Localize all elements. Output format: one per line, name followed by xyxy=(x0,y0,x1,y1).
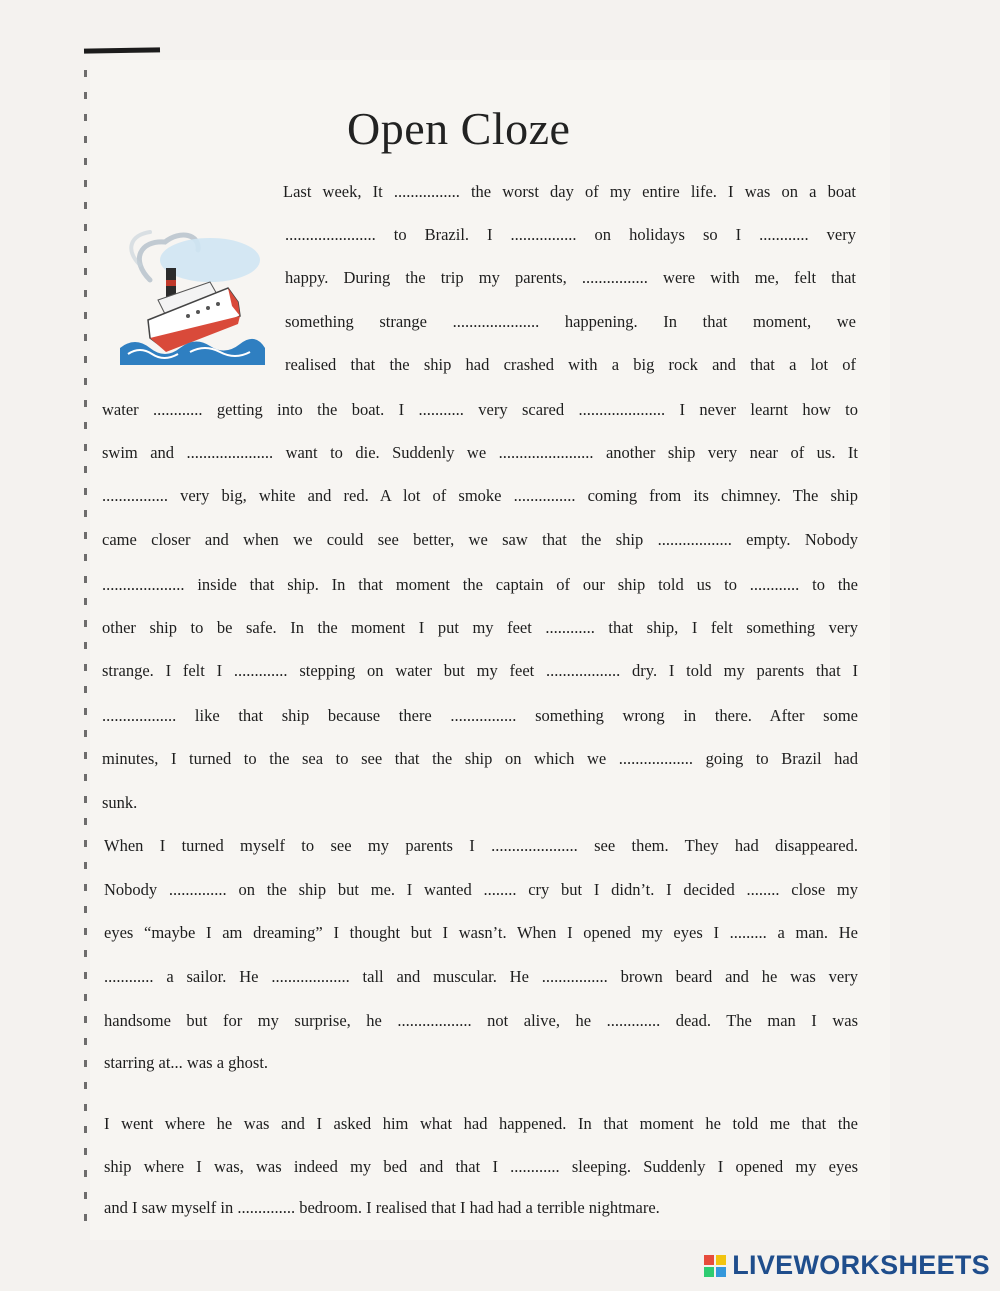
text-line-22: I went where he was and I asked him what had happened. In that moment he told me that the xyxy=(104,1114,858,1133)
text-line-4: something strange ..................... happening. In that moment, we xyxy=(285,312,856,331)
text-line-7: swim and ..................... want to die. Suddenly we ....................... another ship very near of us. It xyxy=(102,443,858,462)
text-line-8: ................ very big, white and red. A lot of smoke ............... coming from its chimney. The ship xyxy=(102,486,858,505)
text-line-2: ...................... to Brazil. I ................ on holidays so I ............ very xyxy=(285,225,856,244)
text-line-14: minutes, I turned to the sea to see that the ship on which we .................. going to Brazil had xyxy=(102,749,858,768)
scan-edge xyxy=(84,47,160,53)
text-line-19: ............ a sailor. He ................... tall and muscular. He ................ brown beard and he was very xyxy=(104,967,858,986)
text-line-1: Last week, It ................ the worst day of my entire life. I was on a boat xyxy=(283,182,856,201)
margin-dashes xyxy=(84,70,87,1230)
text-line-10: .................... inside that ship. In that moment the captain of our ship told us to ............ to the xyxy=(102,575,858,594)
text-line-21: starring at... was a ghost. xyxy=(104,1053,269,1072)
text-line-5: realised that the ship had crashed with a big rock and that a lot of xyxy=(285,355,856,374)
text-line-20: handsome but for my surprise, he .................. not alive, he ............. dead. The man I was xyxy=(104,1011,858,1030)
text-line-3: happy. During the trip my parents, ................ were with me, felt that xyxy=(285,268,856,287)
text-line-18: eyes “maybe I am dreaming” I thought but I wasn’t. When I opened my eyes I ......... a man. He xyxy=(104,923,858,942)
page-title: Open Cloze xyxy=(347,103,571,154)
text-line-9: came closer and when we could see better, we saw that the ship .................. empty. Nobody xyxy=(102,530,858,549)
text-line-15: sunk. xyxy=(102,793,138,812)
text-line-23: ship where I was, was indeed my bed and that I ............ sleeping. Suddenly I opened my eyes xyxy=(104,1157,858,1176)
ship-illustration-icon xyxy=(110,220,270,380)
text-line-6: water ............ getting into the boat. I ........... very scared ..................... I never learnt how to xyxy=(102,400,858,419)
text-line-16: When I turned myself to see my parents I ..................... see them. They had disappeared. xyxy=(104,836,858,855)
brand-name: LIVEWORKSHEETS xyxy=(732,1250,990,1280)
text-line-11: other ship to be safe. In the moment I put my feet ............ that ship, I felt something very xyxy=(102,618,858,637)
liveworksheets-logo xyxy=(704,1250,990,1281)
text-line-12: strange. I felt I ............. stepping on water but my feet .................. dry. I told my parents that I xyxy=(102,661,858,680)
text-line-13: .................. like that ship because there ................ something wrong in there. After some xyxy=(102,706,858,725)
text-line-24: and I saw myself in .............. bedroom. I realised that I had had a terrible nightmare. xyxy=(104,1198,660,1217)
logo-cubes-icon xyxy=(704,1255,726,1277)
text-line-17: Nobody .............. on the ship but me. I wanted ........ cry but I didn’t. I decided ........ close my xyxy=(104,880,858,899)
